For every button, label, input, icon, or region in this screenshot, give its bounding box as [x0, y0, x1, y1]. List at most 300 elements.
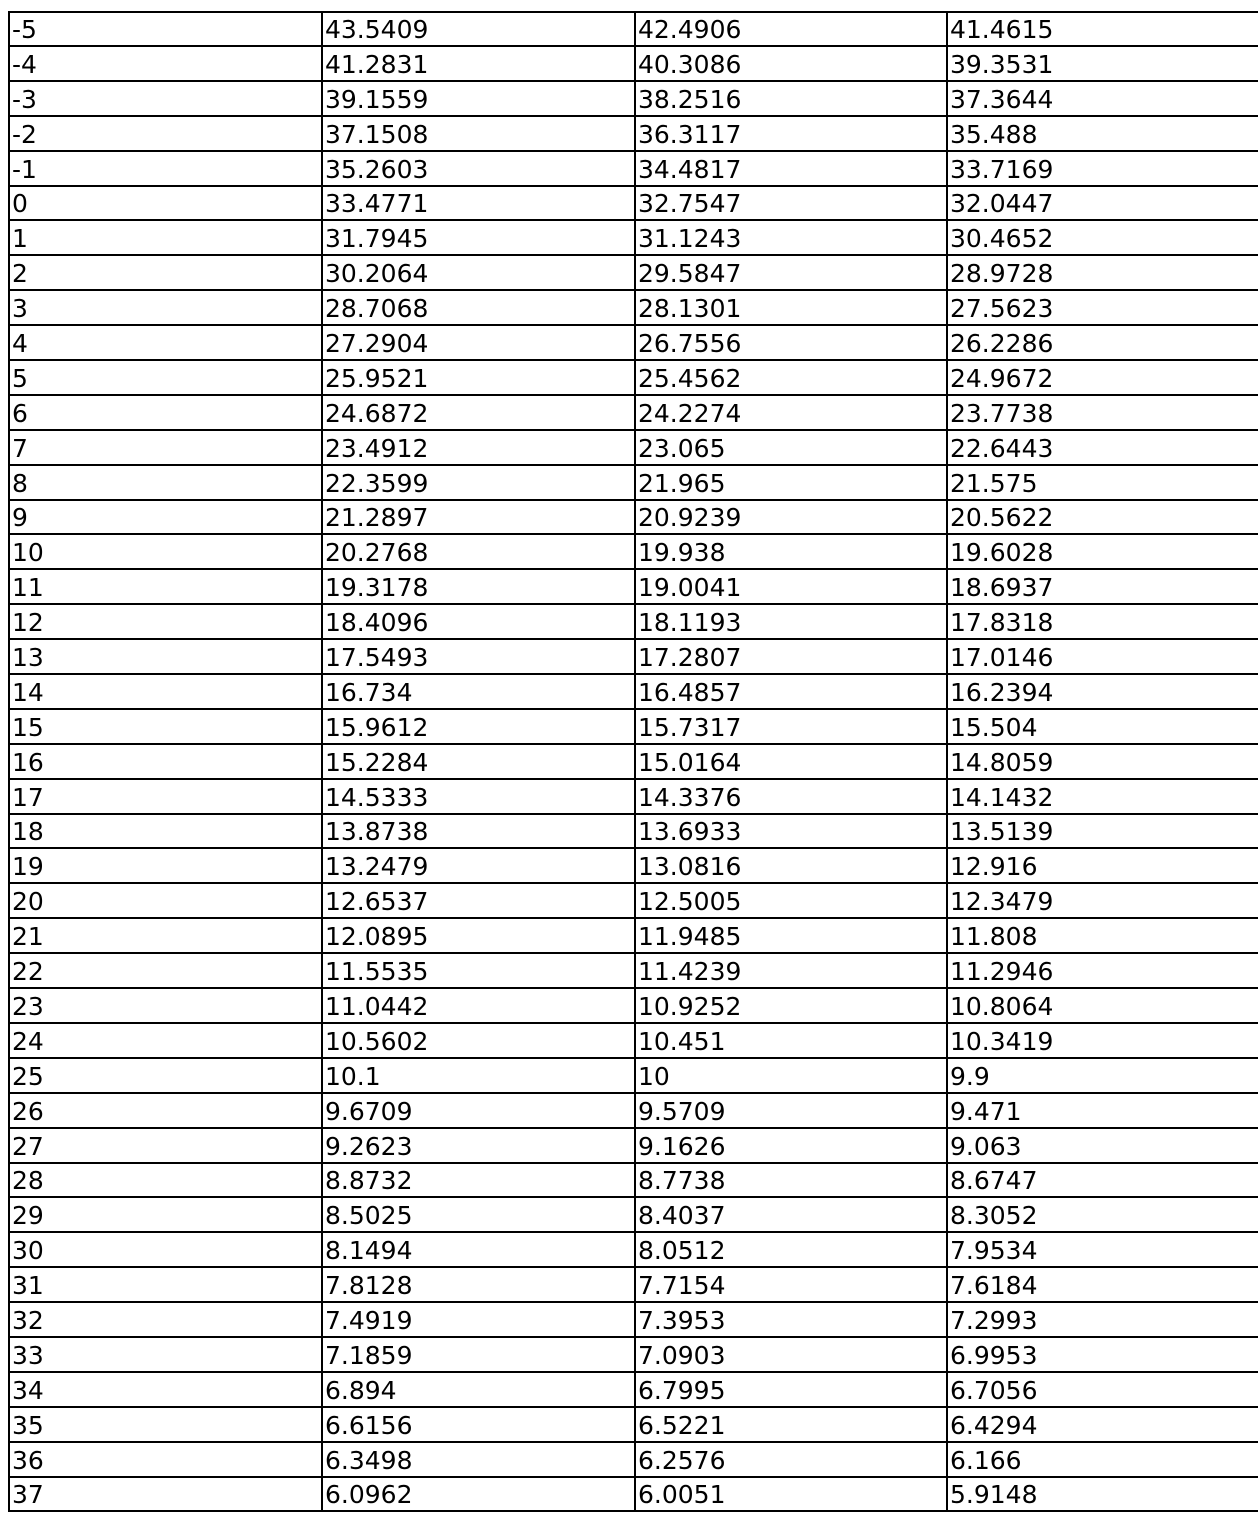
- cell-text: 10.1: [323, 1062, 635, 1094]
- value-cell[interactable]: [322, 1338, 635, 1373]
- value-cell[interactable]: [322, 396, 635, 431]
- cell-text: 9.1626: [636, 1132, 947, 1164]
- value-cell[interactable]: [947, 187, 1258, 222]
- value-cell[interactable]: [947, 1373, 1258, 1408]
- row-key-cell[interactable]: [9, 1024, 322, 1059]
- table-row: [9, 1059, 1258, 1094]
- cell-text: 9.5709: [636, 1097, 947, 1129]
- value-cell[interactable]: [947, 256, 1258, 291]
- value-cell[interactable]: [322, 82, 635, 117]
- value-cell[interactable]: [635, 1094, 947, 1129]
- value-cell[interactable]: [947, 501, 1258, 536]
- value-cell[interactable]: [947, 431, 1258, 466]
- value-cell[interactable]: [635, 82, 947, 117]
- row-key-cell[interactable]: [9, 919, 322, 954]
- table-row: [9, 47, 1258, 82]
- cell-text: 30: [10, 1236, 322, 1268]
- row-key-cell[interactable]: [9, 12, 322, 47]
- cell-text: 28.9728: [948, 259, 1258, 291]
- value-cell[interactable]: [635, 1443, 947, 1478]
- value-cell[interactable]: [947, 1478, 1258, 1513]
- row-key-cell[interactable]: [9, 361, 322, 396]
- cell-text: 4: [10, 329, 322, 361]
- cell-text: 24: [10, 1027, 322, 1059]
- row-key-cell[interactable]: [9, 431, 322, 466]
- value-cell[interactable]: [635, 1164, 947, 1199]
- cell-text: 6.5221: [636, 1411, 947, 1443]
- value-cell[interactable]: [322, 47, 635, 82]
- value-cell[interactable]: [635, 1268, 947, 1303]
- row-key-cell[interactable]: [9, 884, 322, 919]
- cell-text: 10.451: [636, 1027, 947, 1059]
- cell-text: 24.6872: [323, 399, 635, 431]
- table-row: [9, 501, 1258, 536]
- cell-text: 21.2897: [323, 503, 635, 535]
- value-cell[interactable]: [635, 919, 947, 954]
- cell-text: 6.2576: [636, 1446, 947, 1478]
- value-cell[interactable]: [947, 1408, 1258, 1443]
- cell-text: 23.7738: [948, 399, 1258, 431]
- value-cell[interactable]: [322, 431, 635, 466]
- cell-text: 31: [10, 1271, 322, 1303]
- value-cell[interactable]: [322, 745, 635, 780]
- value-cell[interactable]: [635, 187, 947, 222]
- cell-text: 29: [10, 1201, 322, 1233]
- cell-text: 22.6443: [948, 434, 1258, 466]
- cell-text: 32.7547: [636, 189, 947, 221]
- value-cell[interactable]: [947, 710, 1258, 745]
- row-key-cell[interactable]: [9, 1198, 322, 1233]
- cell-text: 7.4919: [323, 1306, 635, 1338]
- row-key-cell[interactable]: [9, 1094, 322, 1129]
- value-cell[interactable]: [947, 291, 1258, 326]
- row-key-cell[interactable]: [9, 1408, 322, 1443]
- value-cell[interactable]: [635, 326, 947, 361]
- value-cell[interactable]: [635, 1024, 947, 1059]
- cell-text: 12.3479: [948, 887, 1258, 919]
- table-row: [9, 1164, 1258, 1199]
- cell-text: 11.0442: [323, 992, 635, 1024]
- value-cell[interactable]: [322, 989, 635, 1024]
- value-cell[interactable]: [635, 152, 947, 187]
- value-cell[interactable]: [947, 780, 1258, 815]
- value-cell[interactable]: [322, 1408, 635, 1443]
- cell-text: 32: [10, 1306, 322, 1338]
- cell-text: 6.6156: [323, 1411, 635, 1443]
- value-cell[interactable]: [322, 1094, 635, 1129]
- cell-text: 10.9252: [636, 992, 947, 1024]
- value-cell[interactable]: [322, 605, 635, 640]
- cell-text: 43.5409: [323, 15, 635, 47]
- cell-text: 13: [10, 643, 322, 675]
- value-cell[interactable]: [322, 535, 635, 570]
- value-cell[interactable]: [635, 675, 947, 710]
- table-row: [9, 780, 1258, 815]
- row-key-cell[interactable]: [9, 47, 322, 82]
- value-cell[interactable]: [947, 152, 1258, 187]
- row-key-cell[interactable]: [9, 501, 322, 536]
- cell-text: 40.3086: [636, 50, 947, 82]
- value-cell[interactable]: [635, 884, 947, 919]
- table-row: [9, 256, 1258, 291]
- cell-text: 6: [10, 399, 322, 431]
- value-cell[interactable]: [322, 1164, 635, 1199]
- value-cell[interactable]: [947, 466, 1258, 501]
- value-cell[interactable]: [635, 780, 947, 815]
- value-cell[interactable]: [635, 954, 947, 989]
- table-row: [9, 1024, 1258, 1059]
- cell-text: 10.5602: [323, 1027, 635, 1059]
- table-row: [9, 326, 1258, 361]
- row-key-cell[interactable]: [9, 396, 322, 431]
- cell-text: 19.3178: [323, 573, 635, 605]
- value-cell[interactable]: [947, 919, 1258, 954]
- table-row: [9, 152, 1258, 187]
- value-cell[interactable]: [322, 1268, 635, 1303]
- value-cell[interactable]: [322, 1198, 635, 1233]
- cell-text: 19: [10, 852, 322, 884]
- row-key-cell[interactable]: [9, 1129, 322, 1164]
- cell-text: 37: [10, 1480, 322, 1512]
- value-cell[interactable]: [322, 1059, 635, 1094]
- cell-text: 6.7995: [636, 1376, 947, 1408]
- value-cell[interactable]: [947, 1059, 1258, 1094]
- value-cell[interactable]: [322, 919, 635, 954]
- cell-text: 35.2603: [323, 155, 635, 187]
- cell-text: 31.1243: [636, 224, 947, 256]
- cell-text: 7.7154: [636, 1271, 947, 1303]
- value-cell[interactable]: [947, 221, 1258, 256]
- value-cell[interactable]: [635, 1478, 947, 1513]
- cell-text: 14.1432: [948, 783, 1258, 815]
- value-cell[interactable]: [322, 1478, 635, 1513]
- cell-text: 8.0512: [636, 1236, 947, 1268]
- cell-text: 7.1859: [323, 1341, 635, 1373]
- cell-text: 8: [10, 469, 322, 501]
- value-cell[interactable]: [947, 12, 1258, 47]
- cell-text: 33.7169: [948, 155, 1258, 187]
- cell-text: 27.5623: [948, 294, 1258, 326]
- row-key-cell[interactable]: [9, 82, 322, 117]
- cell-text: 23.065: [636, 434, 947, 466]
- cell-text: 29.5847: [636, 259, 947, 291]
- cell-text: 13.6933: [636, 817, 947, 849]
- cell-text: 30.2064: [323, 259, 635, 291]
- value-cell[interactable]: [322, 710, 635, 745]
- value-cell[interactable]: [635, 1408, 947, 1443]
- value-cell[interactable]: [947, 954, 1258, 989]
- row-key-cell[interactable]: [9, 221, 322, 256]
- cell-text: 37.1508: [323, 120, 635, 152]
- value-cell[interactable]: [635, 605, 947, 640]
- cell-text: 15.2284: [323, 748, 635, 780]
- table-row: [9, 919, 1258, 954]
- value-cell[interactable]: [947, 605, 1258, 640]
- row-key-cell[interactable]: [9, 535, 322, 570]
- cell-text: 21.965: [636, 469, 947, 501]
- value-cell[interactable]: [635, 815, 947, 850]
- cell-text: 23: [10, 992, 322, 1024]
- value-cell[interactable]: [947, 1303, 1258, 1338]
- value-cell[interactable]: [322, 1129, 635, 1164]
- table-row: [9, 640, 1258, 675]
- row-key-cell[interactable]: [9, 1233, 322, 1268]
- row-key-cell[interactable]: [9, 1059, 322, 1094]
- cell-text: 25.9521: [323, 364, 635, 396]
- value-cell[interactable]: [635, 849, 947, 884]
- row-key-cell[interactable]: [9, 675, 322, 710]
- value-cell[interactable]: [635, 12, 947, 47]
- value-cell[interactable]: [947, 1268, 1258, 1303]
- cell-text: 16.2394: [948, 678, 1258, 710]
- value-cell[interactable]: [635, 1233, 947, 1268]
- cell-text: 17.2807: [636, 643, 947, 675]
- value-cell[interactable]: [322, 152, 635, 187]
- value-cell[interactable]: [322, 780, 635, 815]
- table-row: [9, 1338, 1258, 1373]
- cell-text: -2: [10, 120, 322, 152]
- row-key-cell[interactable]: [9, 1268, 322, 1303]
- row-key-cell[interactable]: [9, 152, 322, 187]
- table-row: [9, 745, 1258, 780]
- value-cell[interactable]: [635, 745, 947, 780]
- cell-text: 10.3419: [948, 1027, 1258, 1059]
- value-cell[interactable]: [635, 570, 947, 605]
- cell-text: 19.6028: [948, 538, 1258, 570]
- cell-text: 11.5535: [323, 957, 635, 989]
- cell-text: 8.8732: [323, 1166, 635, 1198]
- value-cell[interactable]: [635, 535, 947, 570]
- value-cell[interactable]: [322, 501, 635, 536]
- cell-text: 1: [10, 224, 322, 256]
- cell-text: 18: [10, 817, 322, 849]
- row-key-cell[interactable]: [9, 291, 322, 326]
- row-key-cell[interactable]: [9, 640, 322, 675]
- table-row: [9, 117, 1258, 152]
- table-row: [9, 1268, 1258, 1303]
- cell-text: 13.0816: [636, 852, 947, 884]
- row-key-cell[interactable]: [9, 1164, 322, 1199]
- value-cell[interactable]: [947, 1443, 1258, 1478]
- value-cell[interactable]: [947, 82, 1258, 117]
- table-row: [9, 1408, 1258, 1443]
- value-cell[interactable]: [322, 1024, 635, 1059]
- row-key-cell[interactable]: [9, 1338, 322, 1373]
- value-cell[interactable]: [322, 640, 635, 675]
- value-cell[interactable]: [947, 396, 1258, 431]
- table-row: [9, 884, 1258, 919]
- value-cell[interactable]: [947, 1129, 1258, 1164]
- value-cell[interactable]: [322, 1373, 635, 1408]
- row-key-cell[interactable]: [9, 745, 322, 780]
- row-key-cell[interactable]: [9, 605, 322, 640]
- row-key-cell[interactable]: [9, 989, 322, 1024]
- cell-text: 32.0447: [948, 189, 1258, 221]
- value-cell[interactable]: [635, 640, 947, 675]
- table-row: [9, 431, 1258, 466]
- row-key-cell[interactable]: [9, 1443, 322, 1478]
- value-cell[interactable]: [322, 291, 635, 326]
- cell-text: -1: [10, 155, 322, 187]
- value-cell[interactable]: [947, 1024, 1258, 1059]
- value-cell[interactable]: [322, 466, 635, 501]
- value-cell[interactable]: [947, 47, 1258, 82]
- value-cell[interactable]: [635, 989, 947, 1024]
- cell-text: 13.5139: [948, 817, 1258, 849]
- cell-text: 15.0164: [636, 748, 947, 780]
- value-cell[interactable]: [635, 1338, 947, 1373]
- value-cell[interactable]: [947, 1094, 1258, 1129]
- value-cell[interactable]: [947, 1338, 1258, 1373]
- row-key-cell[interactable]: [9, 710, 322, 745]
- value-cell[interactable]: [635, 256, 947, 291]
- cell-text: 7.0903: [636, 1341, 947, 1373]
- row-key-cell[interactable]: [9, 466, 322, 501]
- value-cell[interactable]: [635, 1303, 947, 1338]
- row-key-cell[interactable]: [9, 1373, 322, 1408]
- cell-text: 5.9148: [948, 1480, 1258, 1512]
- row-key-cell[interactable]: [9, 954, 322, 989]
- value-cell[interactable]: [635, 1373, 947, 1408]
- value-cell[interactable]: [635, 501, 947, 536]
- row-key-cell[interactable]: [9, 849, 322, 884]
- cell-text: 7.8128: [323, 1271, 635, 1303]
- cell-text: -4: [10, 50, 322, 82]
- table-row: [9, 1303, 1258, 1338]
- value-cell[interactable]: [635, 710, 947, 745]
- value-cell[interactable]: [322, 675, 635, 710]
- value-cell[interactable]: [635, 361, 947, 396]
- table-row: [9, 1373, 1258, 1408]
- value-cell[interactable]: [947, 849, 1258, 884]
- row-key-cell[interactable]: [9, 815, 322, 850]
- cell-text: 6.3498: [323, 1446, 635, 1478]
- cell-text: 15.7317: [636, 713, 947, 745]
- value-cell[interactable]: [947, 117, 1258, 152]
- row-key-cell[interactable]: [9, 570, 322, 605]
- cell-text: 16.734: [323, 678, 635, 710]
- cell-text: 33: [10, 1341, 322, 1373]
- value-cell[interactable]: [322, 187, 635, 222]
- value-cell[interactable]: [635, 47, 947, 82]
- cell-text: 17.8318: [948, 608, 1258, 640]
- row-key-cell[interactable]: [9, 1478, 322, 1513]
- cell-text: 7.2993: [948, 1306, 1258, 1338]
- value-cell[interactable]: [635, 117, 947, 152]
- cell-text: 39.1559: [323, 85, 635, 117]
- table-row: [9, 1129, 1258, 1164]
- value-cell[interactable]: [322, 570, 635, 605]
- cell-text: 6.9953: [948, 1341, 1258, 1373]
- row-key-cell[interactable]: [9, 256, 322, 291]
- value-cell[interactable]: [635, 1059, 947, 1094]
- row-key-cell[interactable]: [9, 326, 322, 361]
- cell-text: 28: [10, 1166, 322, 1198]
- value-cell[interactable]: [947, 570, 1258, 605]
- cell-text: 20: [10, 887, 322, 919]
- row-key-cell[interactable]: [9, 1303, 322, 1338]
- value-cell[interactable]: [947, 745, 1258, 780]
- value-cell[interactable]: [947, 1233, 1258, 1268]
- cell-text: 9.9: [948, 1062, 1258, 1094]
- table-row: [9, 815, 1258, 850]
- value-cell[interactable]: [635, 1129, 947, 1164]
- value-cell[interactable]: [635, 1198, 947, 1233]
- value-cell[interactable]: [947, 815, 1258, 850]
- cell-text: 15.9612: [323, 713, 635, 745]
- cell-text: 9.471: [948, 1097, 1258, 1129]
- value-cell[interactable]: [635, 431, 947, 466]
- value-cell[interactable]: [322, 221, 635, 256]
- cell-text: 21.575: [948, 469, 1258, 501]
- value-cell[interactable]: [947, 884, 1258, 919]
- cell-text: 14: [10, 678, 322, 710]
- value-cell[interactable]: [947, 640, 1258, 675]
- cell-text: 11.808: [948, 922, 1258, 954]
- value-cell[interactable]: [635, 396, 947, 431]
- value-cell[interactable]: [322, 815, 635, 850]
- value-cell[interactable]: [322, 849, 635, 884]
- cell-text: 27: [10, 1132, 322, 1164]
- value-cell[interactable]: [635, 466, 947, 501]
- cell-text: 28.7068: [323, 294, 635, 326]
- value-cell[interactable]: [322, 117, 635, 152]
- value-cell[interactable]: [322, 326, 635, 361]
- value-cell[interactable]: [635, 221, 947, 256]
- value-cell[interactable]: [947, 535, 1258, 570]
- cell-text: 8.6747: [948, 1166, 1258, 1198]
- value-cell[interactable]: [322, 954, 635, 989]
- value-cell[interactable]: [947, 326, 1258, 361]
- cell-text: 18.4096: [323, 608, 635, 640]
- cell-text: 14.8059: [948, 748, 1258, 780]
- cell-text: 25.4562: [636, 364, 947, 396]
- cell-text: 12.6537: [323, 887, 635, 919]
- value-cell[interactable]: [947, 361, 1258, 396]
- row-key-cell[interactable]: [9, 187, 322, 222]
- value-cell[interactable]: [322, 361, 635, 396]
- value-cell[interactable]: [322, 884, 635, 919]
- value-cell[interactable]: [322, 1233, 635, 1268]
- table-row: [9, 1233, 1258, 1268]
- row-key-cell[interactable]: [9, 117, 322, 152]
- value-cell[interactable]: [947, 675, 1258, 710]
- cell-text: 8.7738: [636, 1166, 947, 1198]
- cell-text: 8.1494: [323, 1236, 635, 1268]
- value-cell[interactable]: [322, 12, 635, 47]
- table-row: [9, 1198, 1258, 1233]
- cell-text: 11: [10, 573, 322, 605]
- row-key-cell[interactable]: [9, 780, 322, 815]
- table-row: [9, 361, 1258, 396]
- value-cell[interactable]: [322, 256, 635, 291]
- value-cell[interactable]: [635, 291, 947, 326]
- value-cell[interactable]: [947, 1198, 1258, 1233]
- table-row: [9, 82, 1258, 117]
- cell-text: 18.1193: [636, 608, 947, 640]
- cell-text: 20.5622: [948, 503, 1258, 535]
- value-cell[interactable]: [947, 1164, 1258, 1199]
- cell-text: 14.5333: [323, 783, 635, 815]
- value-cell[interactable]: [322, 1303, 635, 1338]
- cell-text: 6.894: [323, 1376, 635, 1408]
- value-cell[interactable]: [947, 989, 1258, 1024]
- cell-text: 13.2479: [323, 852, 635, 884]
- cell-text: 12.5005: [636, 887, 947, 919]
- value-cell[interactable]: [322, 1443, 635, 1478]
- cell-text: 17.5493: [323, 643, 635, 675]
- table-row: [9, 12, 1258, 47]
